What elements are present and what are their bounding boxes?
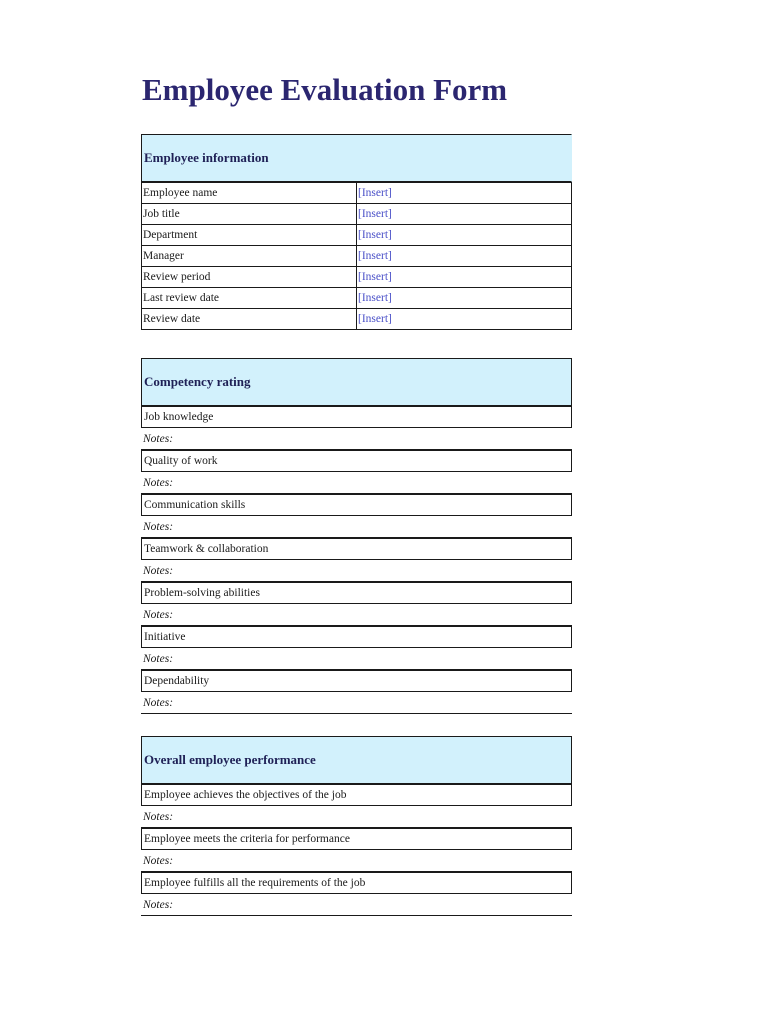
info-value-field[interactable]: [Insert] [358,250,392,262]
performance-label: Employee achieves the objectives of the job [144,789,347,801]
info-value-field[interactable]: [Insert] [358,313,392,325]
info-row-employee-name [141,182,572,204]
info-value-field[interactable]: [Insert] [358,292,392,304]
info-label: Review period [142,267,357,287]
info-label: Employee name [142,183,357,203]
info-value-field[interactable]: [Insert] [358,271,392,283]
competency-item [141,538,572,560]
competency-label: Initiative [144,631,186,643]
employee-information-header: Employee information [141,134,572,182]
notes-field[interactable] [141,428,572,450]
performance-item [141,872,572,894]
notes-field[interactable] [141,692,572,714]
page-title: Employee Evaluation Form [142,72,508,107]
performance-label: Employee fulfills all the requirements of the job [144,877,366,889]
notes-field[interactable] [141,894,572,916]
competency-label: Job knowledge [144,411,214,423]
notes-label: Notes: [143,564,174,577]
competency-item [141,626,572,648]
notes-field[interactable] [141,560,572,582]
performance-item [141,828,572,850]
competency-item [141,494,572,516]
notes-label: Notes: [143,520,174,533]
notes-field[interactable] [141,472,572,494]
competency-label: Dependability [144,675,210,687]
competency-label: Teamwork & collaboration [144,543,269,555]
info-value-field[interactable]: [Insert] [358,229,392,241]
employee-information-section [141,134,572,330]
competency-rating-header: Competency rating [141,358,572,406]
info-row-last-review-date [141,287,572,309]
info-row-job-title [141,203,572,225]
performance-item [141,784,572,806]
notes-field[interactable] [141,516,572,538]
competency-label: Quality of work [144,455,218,467]
notes-field[interactable] [141,604,572,626]
notes-field[interactable] [141,850,572,872]
info-row-review-date [141,308,572,330]
info-row-department [141,224,572,246]
performance-label: Employee meets the criteria for performance [144,833,350,845]
info-row-review-period [141,266,572,288]
notes-label: Notes: [143,476,174,489]
overall-performance-section [141,736,572,916]
notes-label: Notes: [143,652,174,665]
competency-item [141,450,572,472]
notes-label: Notes: [143,898,174,911]
info-row-manager [141,245,572,267]
competency-item [141,582,572,604]
info-label: Job title [142,204,357,224]
info-value-field[interactable]: [Insert] [358,208,392,220]
notes-label: Notes: [143,608,174,621]
info-label: Department [142,225,357,245]
competency-label: Problem-solving abilities [144,587,260,599]
competency-item [141,406,572,428]
info-value-field[interactable]: [Insert] [358,187,392,199]
info-label: Last review date [142,288,357,308]
notes-field[interactable] [141,806,572,828]
overall-performance-header: Overall employee performance [141,736,572,784]
competency-item [141,670,572,692]
competency-rating-section [141,358,572,714]
notes-label: Notes: [143,696,174,709]
info-label: Review date [142,309,357,329]
competency-label: Communication skills [144,499,246,511]
notes-label: Notes: [143,810,174,823]
notes-field[interactable] [141,648,572,670]
info-label: Manager [142,246,357,266]
notes-label: Notes: [143,432,174,445]
notes-label: Notes: [143,854,174,867]
